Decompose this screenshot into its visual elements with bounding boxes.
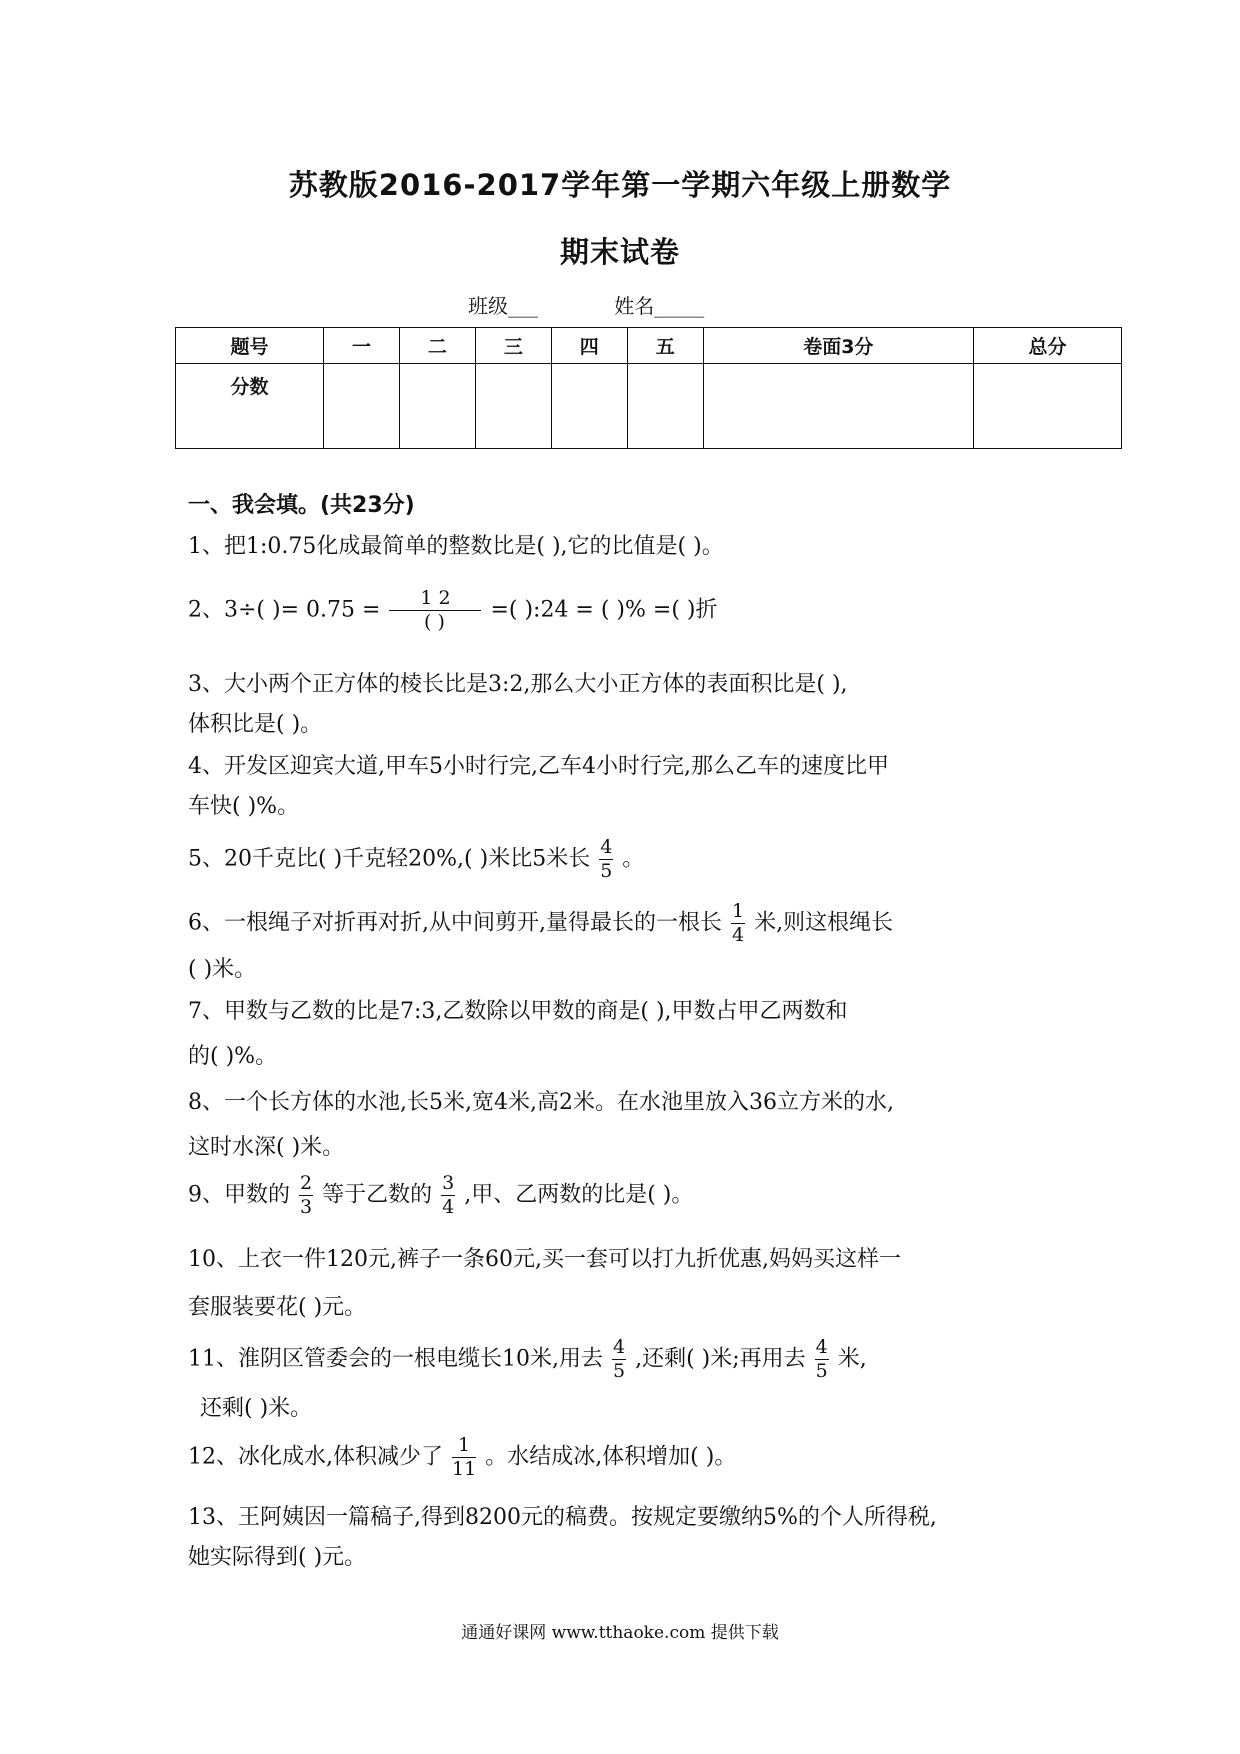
score-header-cell: 二 [399,328,475,364]
fraction [441,1174,455,1217]
question-9-part-c: ,甲、乙两数的比是( )。 [464,1182,694,1208]
fraction-numerator: 4 [600,836,613,858]
question-11-part-a: 11、淮阴区管委会的一根电缆长10米,用去 [188,1346,603,1372]
question-11-part-c: 米, [837,1346,867,1372]
question-8-line-2: 这时水深( )米。 [188,1135,345,1160]
fraction [731,902,745,945]
score-header-cell: 五 [627,328,703,364]
question-8-line-1: 8、一个长方体的水池,长5米,宽4米,高2米。在水池里放入36立方米的水, [188,1090,894,1115]
fraction-numerator: 1 [732,900,745,922]
student-info [468,290,704,319]
fraction-numerator: 4 [815,1336,828,1358]
fraction [452,1436,476,1479]
question-10-line-1: 10、上衣一件120元,裤子一条60元,买一套可以打九折优惠,妈妈买这样一 [188,1247,901,1272]
question-11-line-1 [188,1338,867,1381]
page-footer: 通通好课网 www.tthaoke.com 提供下载 [461,1623,779,1643]
name-label: 姓名_____ [614,294,705,318]
score-cell[interactable] [703,364,973,449]
exam-title: 苏教版2016-2017学年第一学期六年级上册数学 [288,168,952,202]
question-13-line-1: 13、王阿姨因一篇稿子,得到8200元的稿费。按规定要缴纳5%的个人所得税, [188,1505,937,1530]
score-header-cell: 四 [551,328,627,364]
exam-subtitle: 期末试卷 [559,235,680,269]
question-2-part-a: 2、3÷( )= 0.75 = [188,597,381,623]
fraction-denominator: 5 [815,1360,828,1382]
question-9-part-b: 等于乙数的 [322,1182,433,1208]
question-6-line-2: ( )米。 [188,957,257,982]
fraction-denominator: 3 [300,1196,313,1218]
fraction-denominator: 11 [452,1458,477,1480]
class-label: 班级___ [468,294,538,318]
section-title: 一、我会填。(共23分) [188,493,415,518]
question-6-line-1 [188,902,893,945]
fraction-denominator: 5 [612,1360,626,1382]
score-cell[interactable] [973,364,1121,449]
question-5-part-b: 。 [622,846,645,872]
score-cell[interactable] [627,364,703,449]
fraction [612,1338,626,1381]
score-table-header-row [176,328,1122,364]
fraction-numerator: 3 [442,1172,455,1194]
question-13-line-2: 她实际得到( )元。 [188,1545,367,1570]
score-cell[interactable] [475,364,551,449]
score-cell[interactable] [551,364,627,449]
question-12-part-a: 12、冰化成水,体积减少了 [188,1444,443,1470]
score-table [175,327,1122,449]
fraction-numerator: 4 [612,1336,626,1358]
score-header-cell: 总分 [973,328,1121,364]
question-10-line-2: 套服装要花( )元。 [188,1295,367,1320]
score-header-cell: 三 [475,328,551,364]
question-12 [188,1436,736,1479]
question-9-part-a: 9、甲数的 [188,1182,290,1208]
fraction [299,1174,313,1217]
question-3-line-1: 3、大小两个正方体的棱长比是3:2,那么大小正方体的表面积比是( ), [188,672,848,697]
question-7-line-2: 的( )%。 [188,1044,278,1069]
fraction-denominator: 4 [442,1196,455,1218]
question-5-part-a: 5、20千克比( )千克轻20%,( )米比5米长 [188,846,591,872]
score-table-score-row [176,364,1122,449]
score-cell[interactable] [324,364,400,449]
fraction [815,1338,829,1381]
question-2 [188,589,718,632]
fraction-numerator: 1 [452,1436,476,1458]
fraction [599,838,613,881]
question-5 [188,838,644,881]
question-9 [188,1174,693,1217]
fraction-numerator: 1 2 [389,589,481,611]
question-11-line-2: 还剩( )米。 [200,1396,313,1421]
question-4-line-1: 4、开发区迎宾大道,甲车5小时行完,乙车4小时行完,那么乙车的速度比甲 [188,754,889,779]
question-12-part-b: 。水结成冰,体积增加( )。 [485,1444,737,1470]
score-header-cell: 卷面3分 [703,328,973,364]
score-header-cell: 题号 [176,328,324,364]
score-cell[interactable] [399,364,475,449]
fraction-denominator: 4 [732,924,745,946]
fraction-numerator: 2 [300,1172,313,1194]
question-2-part-b: =( ):24 = ( )% =( )折 [490,597,718,623]
question-1: 1、把1:0.75化成最简单的整数比是( ),它的比值是( )。 [188,534,724,559]
question-4-line-2: 车快( )%。 [188,794,300,819]
question-7-line-1: 7、甲数与乙数的比是7:3,乙数除以甲数的商是( ),甲数占甲乙两数和 [188,999,848,1024]
fraction-denominator: ( ) [424,611,445,633]
score-header-cell: 一 [324,328,400,364]
question-11-part-b: ,还剩( )米;再用去 [635,1346,806,1372]
question-6-part-b: 米,则这根绳长 [754,910,894,936]
fraction [389,589,481,632]
question-3-line-2: 体积比是( )。 [188,712,323,737]
score-row-label: 分数 [176,364,324,449]
fraction-denominator: 5 [600,860,613,882]
question-6-part-a: 6、一根绳子对折再对折,从中间剪开,量得最长的一根长 [188,910,722,936]
